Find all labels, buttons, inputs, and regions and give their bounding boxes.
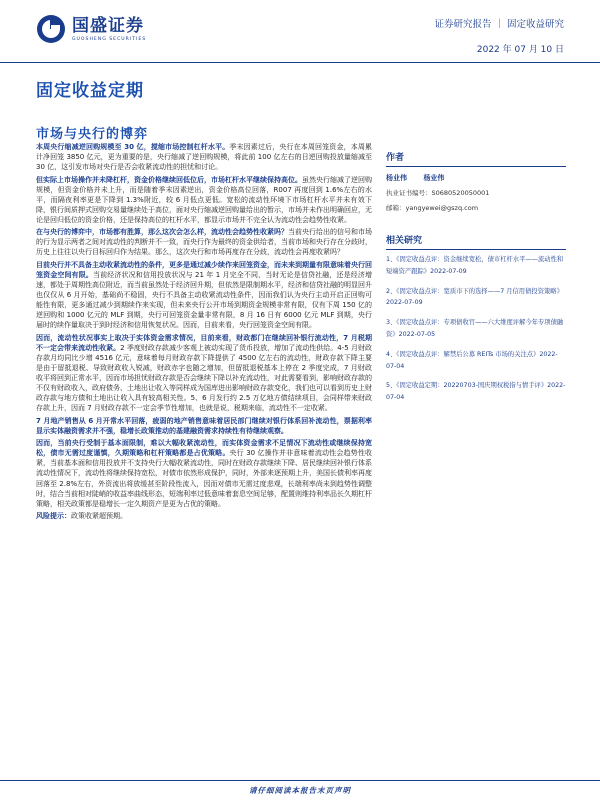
analyst-name: 杨业伟 — [386, 174, 407, 182]
paragraph-lead: 本周央行缩减逆回购规模至 30 亿，搅缩市场控制杠杆水平。 — [36, 143, 230, 151]
paragraph-lead: 但实际上市场操作并未降杠杆，资金价格继续回低位后，市场杠杆水平继续保持高位。 — [36, 175, 302, 184]
email-address[interactable]: yangyewei@gszq.com — [405, 204, 479, 212]
email-line — [386, 204, 566, 213]
license-number: S0680520050001 — [431, 189, 490, 197]
related-research-link[interactable]: 1、《固定收益点评：资金继续宽松，债市杠杆水平——流动性和短端资产跟踪》2022-07-09 — [386, 256, 564, 275]
footer-disclaimer: 请仔细阅读本报告末页声明 — [249, 786, 351, 795]
paragraph-lead: 目前央行并不具备主动收紧流动性的条件，更多是通过减少续作来回笼资金，而未来到期量有限意味着央行回笼资金空间有限。 — [36, 261, 372, 280]
related-research-link[interactable]: 5、《固定收益定期：20220703-国庆期权税指与情手评》2022-07-04 — [386, 382, 566, 402]
related-research-link[interactable]: 4、《固定收益点评：解禁后公募 REITs 市场的关注点》2022-07-04 — [386, 350, 558, 370]
body-paragraph — [36, 227, 372, 257]
company-logo — [36, 14, 146, 44]
related-research-title: 相关研究 — [386, 233, 566, 250]
risk-warning — [36, 511, 372, 521]
body-paragraph — [36, 175, 372, 225]
related-research-list — [386, 254, 566, 404]
license-label: 执业证书编号： — [386, 189, 432, 197]
paragraph-text: 2 季度财政存款减少客观上被动实现了货币投放，增加了流动性供给。4-5 月财政存款月均同比少增 4516 亿元，意味着每月财政存款下降提供了 4500 亿左右的流动性，财政存款下降主要是由于留抵退税、导致财政收入锐减，财政赤字也随之增加，但留抵退税基本上停在 2 季度完成，7 月财政收平将回到正常水平，因而市场担忧财政存款是否会继续下降以补充流动性，对此需要看到，影响财政存款的不仅有财政收入，政府债务、土地出让收入等同样成为国库进出影响财政存款变化，我们也可以看到历史上财政存款与地方债和土地出让收入具有较高相关性。5、6 月发行约 2.5 万亿地方债结续项目，会同样带来财政存款上升，因而 7 月财政存款不一定会季节性增加，也就是说，税期来临，流动性不一定收紧。 — [36, 343, 372, 413]
logo-icon — [36, 14, 66, 44]
paragraph-text: 季末因素过后，央行在本周回笼资金，本周累计净回笼 3850 亿元，更为重要的是，央行缩减了逆回购规模，将此前 100 亿左右的日逆回购投放量缩减至 30 亿，这引发市场对央行是否会收紧流动性的担忧和讨论。 — [36, 143, 372, 172]
related-research-link[interactable]: 3、《固定收益点评：专项债收官——六大维度评解今年专项债融资》2022-07-05 — [386, 319, 564, 338]
paragraph-lead: 在与央行的博弈中，市场都有胜算，那么这次会怎么样，流动性会趋势性收紧吗？ — [36, 228, 288, 237]
analyst-names — [386, 173, 566, 183]
report-date: 2022 年 07 月 10 日 — [476, 45, 564, 55]
body-paragraph — [36, 142, 372, 172]
paragraph-text: 当前经济状况和信用投放状况与 21 年 1 月完全不同，当时无论是信贷社融，还是经济增速，都处于周期性高位附近，而当前虽然处于经济回升期，但依然是限制期水平，经济和信贷社融的明显回升也仅仅从 6 月开始，基础尚不稳固，央行不具备主动收紧流动性条件，因而我们认为央行主动开启正回购可能性有限，更多通过减少到期续作来实现，但未来央行公开市场到期资金规模非常有限，仅有下周 150 亿的逆回购和 1000 亿元的 MLF 到期，央行可回笼资金量非常有限，8 月 16 日有 6000 亿元 MLF 到期，央行届时的续作量取决于到时经济和信用恢复状况。因而，目前来看，央行回笼资金空间有限。 — [36, 271, 373, 330]
report-header — [0, 0, 600, 62]
related-research-link[interactable]: 2、《固定收益点评：宽质市下的选择——7 月信用债投资策略》2022-07-09 — [386, 287, 563, 307]
logo-name: 国盛证券 — [72, 15, 144, 36]
paragraph-lead: 因而，当前央行受制于基本面限制，难以大幅收紧流动性，而实体资金需求不足情况下流动性或继续保持宽松，债市无需过度谨慎，久期策略和杠杆策略都是占优策略。 — [36, 439, 372, 458]
paragraph-lead: 因而，流动性状况事实上取决于实体资金需求情况，目前来看，财政都门在继续回补银行流动性，7 月税期不一定会带来流动性收紧。 — [36, 333, 372, 352]
author-section-title: 作者 — [386, 150, 566, 167]
paragraph-text: 当前央行给出的信号和市场的行为显示两者之间对流动性的判断并不一致，而央行作为最终的资金供给者，当前市场和央行存在分歧时，历史上往往以央行目标回归作为结果。那么，这次央行和市场再度存在分歧，流动性会再度收紧吗？ — [36, 228, 372, 257]
main-body — [36, 142, 372, 521]
risk-label: 风险提示： — [36, 512, 71, 521]
body-paragraph — [36, 416, 372, 436]
paragraph-lead: 7 月地产销售从 6 月开常水平回落，疲弱的地产销售意味着居民部门继续对银行体系回补流动性，票据利率显示实体融资需求并不强，稳增长政策推动的基建融资需求持续性有待继续观察。 — [36, 416, 372, 435]
paragraph-text: 虽然央行缩减了逆回购规模，但资金价格并未上升，而是随着季末因素逆出，资金价格高位回落，R007 再度回到 1.6%左右的水平，而隔夜利率更是下降到 1.3%附近，较 6 月低点更低。宽松的流动性环境下市场杠杆水平并未有效下降，银行间质押式回购交易量继续处于高位，面对央行缩减逆回购量给出的暂示，市场并未作出明确回应，无论是回归低位的资金价格，还是保持高位的杠杆水平，都显示市场并不完全认为流动性会趋势性收紧。 — [36, 175, 372, 224]
body-paragraph — [36, 333, 372, 413]
logo-name-en: GUOSHENG SECURITIES — [72, 36, 147, 42]
report-subtitle: 市场与央行的博弈 — [36, 127, 149, 142]
header-divider — [0, 62, 600, 63]
footer-divider — [0, 780, 600, 781]
body-paragraph — [36, 438, 372, 508]
report-title: 固定收益定期 — [36, 81, 144, 101]
sidebar — [386, 150, 566, 412]
analyst-name: 杨业伟 — [423, 174, 445, 182]
risk-text: 政策收紧超预期。 — [71, 512, 127, 521]
report-type: 证券研究报告 ｜ 固定收益研究 — [434, 19, 564, 30]
email-label: 邮箱： — [386, 204, 406, 212]
body-paragraph — [36, 260, 372, 330]
license-line — [386, 189, 566, 198]
paragraph-text: 央行 30 亿操作并非意味着流动性会趋势性收紧，当前基本面和信用投放并不支持央行大幅收紧流动性，同时在财政存款继续下降、居民继续回补银行体系流动性情况下，流动性将继续保持宽松，对债市依然形成保护，同时，外部来逐预期上升，美国长债利率再度回落至 2.8%左右，外资流出将放缓甚至阶段性流入，因而对债市无需过度悲观，长端利率尚未到趋势性调整时，结合当前相对陡峭的收益率曲线形态，短端利率过低意味着套息空间足够，配置则维持利率品长久期杠杆策略，相关政策都是稳增长一定久期资产是更为占优的策略。 — [36, 449, 372, 508]
